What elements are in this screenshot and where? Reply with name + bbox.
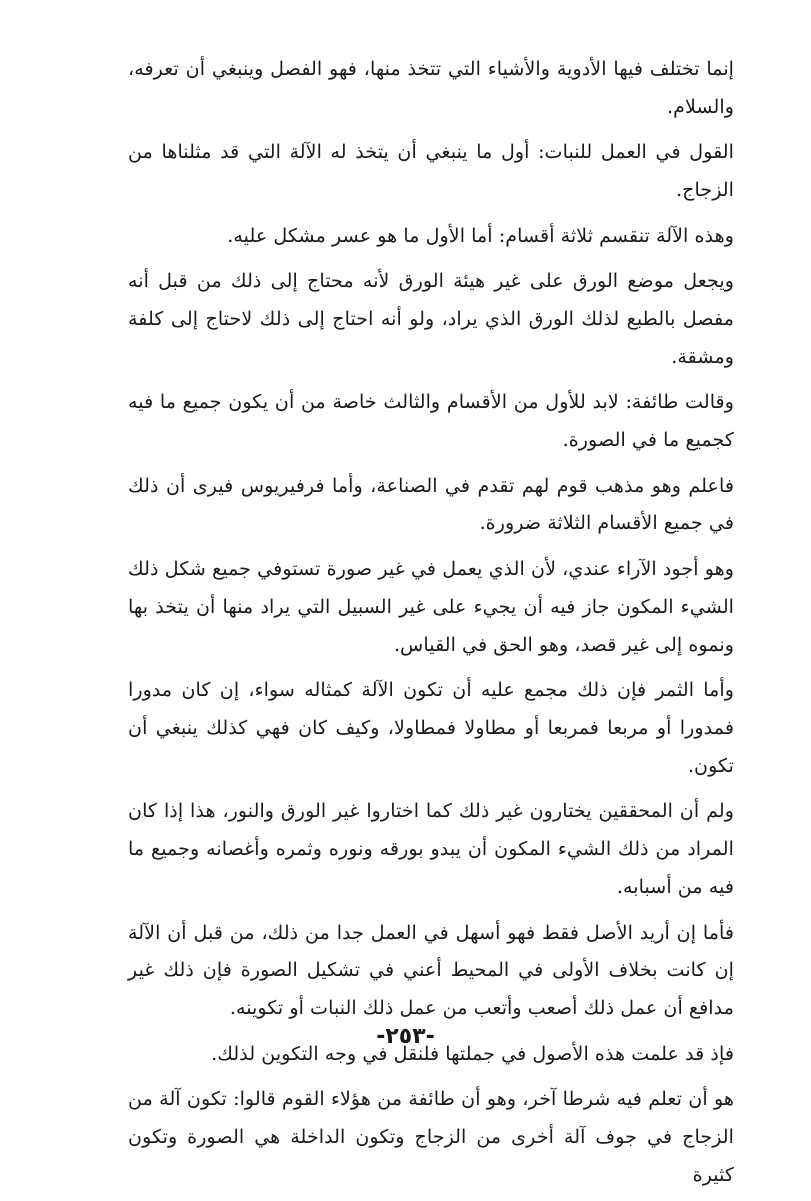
paragraph: وهذه الآلة تنقسم ثلاثة أقسام: أما الأول ما هو عسر مشكل عليه.	[227, 223, 734, 247]
paragraph: فاعلم وهو مذهب قوم لهم تقدم في الصناعة، وأما فرفيريوس فيرى أن ذلك في جميع الأقسام الثلاثة ضرورة.	[128, 473, 734, 535]
paragraph: القول في العمل للنبات: أول ما ينبغي أن يتخذ له الآلة التي قد مثلناها من الزجاج.	[128, 140, 734, 202]
paragraph: وقالت طائفة: لابد للأول من الأقسام والثالث خاصة من أن يكون جميع ما فيه كجميع ما في الصورة.	[128, 390, 734, 452]
paragraph: فأما إن أريد الأصل فقط فهو أسهل في العمل جدا من ذلك، من قبل أن الآلة إن كانت بخلاف الأولى في المحيط أعني في تشكيل الصورة فإن ذلك غير مدافع أن عمل ذلك أصعب وأتعب من عمل ذلك النبات أو تكوينه.	[128, 920, 734, 1020]
paragraph: وأما الثمر فإن ذلك مجمع عليه أن تكون الآلة كمثاله سواء، إن كان مدورا فمدورا أو مربعا فمربعا أو مطاولا فمطاولا، وكيف كان فهي كذلك ينبغي أن تكون.	[128, 678, 734, 777]
paragraph: ولم أن المحققين يختارون غير ذلك كما اختاروا غير الورق والنور، هذا إذا كان المراد من ذلك الشيء المكون أن يبدو بورقه ونوره وثمره وأغصانه وجميع ما فيه من أسبابه.	[128, 799, 734, 899]
paragraph: ويجعل موضع الورق على غير هيئة الورق لأنه محتاج إلى ذلك من قبل أنه مفصل بالطبع لذلك الورق الذي يراد، ولو أنه احتاج إلى ذلك لاحتاج إلى كلفة ومشقة.	[128, 269, 734, 368]
paragraph: فإذ قد علمت هذه الأصول في جملتها فلنقل في وجه التكوين لذلك.	[211, 1041, 734, 1065]
paragraph: إنما تختلف فيها الأدوية والأشياء التي تتخذ منها، فهو الفصل وينبغي أن تعرفه، والسلام.	[128, 57, 734, 118]
paragraph: هو أن تعلم فيه شرطا آخر، وهو أن طائفة من هؤلاء القوم قالوا: تكون آلة من الزجاج في جوف آلة أخرى من الزجاج وتكون الداخلة هي الصورة وتكون كثيرة	[128, 1087, 734, 1186]
page-number: -٢٥٣-	[376, 1024, 435, 1049]
paragraph: وهو أجود الآراء عندي، لأن الذي يعمل في غير صورة تستوفي جميع شكل ذلك الشيء المكون جاز فيه أن يجيء على غير السبيل التي يراد منها أن يتخذ بها ونموه إلى غير قصد، وهو الحق في القياس.	[128, 556, 734, 656]
